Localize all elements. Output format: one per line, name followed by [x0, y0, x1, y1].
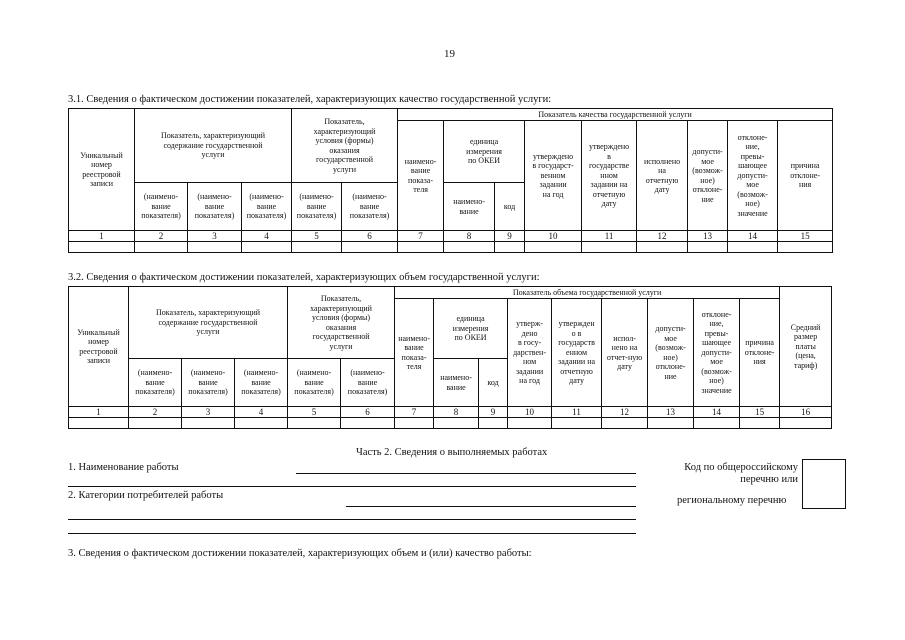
work-name-line[interactable] [296, 473, 636, 474]
column-number: 7 [395, 407, 434, 418]
table-cell[interactable] [69, 242, 135, 253]
header-conditions-indicator: Показатель, характеризующий условия (формы) оказания государственной услуги [292, 109, 398, 183]
column-number: 5 [288, 407, 341, 418]
header-allowed-deviation: допусти- мое (возмож- ное) отклоне- ние [648, 299, 694, 407]
volume-table [68, 286, 832, 429]
column-number: 11 [582, 231, 637, 242]
table-cell[interactable] [398, 242, 444, 253]
header-sub-name: (наимено- вание показателя) [342, 183, 398, 231]
header-indicator-name: наимено- вание показа- теля [395, 299, 434, 407]
header-sub-name: (наимено- вание показателя) [129, 359, 182, 407]
column-number: 14 [694, 407, 740, 418]
header-exceeding-deviation: отклоне- ние, превы- шающее допусти- мое (возмож- ное) значение [728, 121, 778, 231]
header-unique-number: Уникальный номер реестровой записи [69, 109, 135, 231]
header-approved-date: утвержден о в государств енном задании на отчетную дату [552, 299, 602, 407]
header-average-price: Средний размер платы (цена, тариф) [780, 287, 832, 407]
table-cell[interactable] [235, 418, 288, 429]
table-cell[interactable] [688, 242, 728, 253]
header-deviation-reason: причина отклоне- ния [740, 299, 780, 407]
column-number: 6 [342, 231, 398, 242]
code-box[interactable] [802, 459, 846, 509]
header-indicator-name: наимено- вание показа- теля [398, 121, 444, 231]
header-done: испол- нено на отчет-ную дату [602, 299, 648, 407]
table-row [69, 418, 832, 429]
column-number: 7 [398, 231, 444, 242]
header-volume-indicator: Показатель объема государственной услуги [395, 287, 780, 299]
table-cell[interactable] [444, 242, 495, 253]
header-approved-year: утверж- дено в госу- дарствен- ном задании на год [508, 299, 552, 407]
table-cell[interactable] [479, 418, 508, 429]
table-cell[interactable] [780, 418, 832, 429]
column-number: 8 [434, 407, 479, 418]
table-cell[interactable] [495, 242, 525, 253]
header-content-indicator: Показатель, характеризующий содержание государственной услуги [129, 287, 288, 359]
header-unit-name: наимено- вание [434, 359, 479, 407]
column-number: 12 [602, 407, 648, 418]
column-number: 2 [135, 231, 188, 242]
column-number: 12 [637, 231, 688, 242]
column-number: 15 [778, 231, 833, 242]
header-exceeding-deviation: отклоне- ние, превы- шающее допусти- мое (возмож- ное) значение [694, 299, 740, 407]
table-cell[interactable] [242, 242, 292, 253]
column-number: 15 [740, 407, 780, 418]
table-cell[interactable] [129, 418, 182, 429]
table-cell[interactable] [694, 418, 740, 429]
column-number: 4 [235, 407, 288, 418]
consumer-categories-line-2[interactable] [68, 519, 636, 520]
header-sub-name: (наимено- вание показателя) [182, 359, 235, 407]
column-number: 8 [444, 231, 495, 242]
header-quality-indicator: Показатель качества государственной услуги [398, 109, 833, 121]
header-unit-code: код [479, 359, 508, 407]
header-unit-name: наимено- вание [444, 183, 495, 231]
table-cell[interactable] [602, 418, 648, 429]
column-number: 11 [552, 407, 602, 418]
header-sub-name: (наимено- вание показателя) [242, 183, 292, 231]
table-cell[interactable] [292, 242, 342, 253]
regional-list-label: региональному перечню [677, 495, 787, 506]
column-number: 3 [182, 407, 235, 418]
table-cell[interactable] [69, 418, 129, 429]
header-unique-number: Уникальный номер реестровой записи [69, 287, 129, 407]
header-allowed-deviation: допусти- мое (возмож- ное) отклоне- ние [688, 121, 728, 231]
work-name-line-2[interactable] [68, 486, 636, 487]
column-number: 14 [728, 231, 778, 242]
table-cell[interactable] [525, 242, 582, 253]
table-cell[interactable] [552, 418, 602, 429]
column-number: 10 [508, 407, 552, 418]
table-cell[interactable] [637, 242, 688, 253]
column-number: 4 [242, 231, 292, 242]
column-number: 1 [69, 407, 129, 418]
column-number: 6 [341, 407, 395, 418]
header-deviation-reason: причина отклоне- ния [778, 121, 833, 231]
consumer-categories-line-3[interactable] [68, 533, 636, 534]
section-3-1-title: 3.1. Сведения о фактическом достижении показателей, характеризующих качество государственной услуги: [68, 94, 552, 105]
section-3-title: 3. Сведения о фактическом достижении показателей, характеризующих объем и (или) качество работы: [68, 548, 532, 559]
column-number: 10 [525, 231, 582, 242]
table-cell[interactable] [135, 242, 188, 253]
column-number: 5 [292, 231, 342, 242]
header-sub-name: (наимено- вание показателя) [341, 359, 395, 407]
table-cell[interactable] [288, 418, 341, 429]
table-cell[interactable] [342, 242, 398, 253]
table-cell[interactable] [778, 242, 833, 253]
header-done: исполнено на отчетную дату [637, 121, 688, 231]
quality-table [68, 108, 833, 253]
column-number: 9 [479, 407, 508, 418]
column-number: 1 [69, 231, 135, 242]
table-cell[interactable] [508, 418, 552, 429]
table-cell[interactable] [341, 418, 395, 429]
part-2-title: Часть 2. Сведения о выполняемых работах [356, 447, 548, 458]
table-cell[interactable] [740, 418, 780, 429]
column-number: 13 [688, 231, 728, 242]
code-all-russian-label: Код по общероссийскому перечню или [684, 462, 798, 485]
table-cell[interactable] [188, 242, 242, 253]
header-unit-okei: единица измерения по ОКЕИ [434, 299, 508, 359]
column-number: 16 [780, 407, 832, 418]
header-approved-date: утверждено в государстве нном задании на отчетную дату [582, 121, 637, 231]
table-cell[interactable] [434, 418, 479, 429]
header-sub-name: (наимено- вание показателя) [288, 359, 341, 407]
header-sub-name: (наимено- вание показателя) [188, 183, 242, 231]
table-cell[interactable] [182, 418, 235, 429]
work-name-label: 1. Наименование работы [68, 462, 179, 473]
column-number: 2 [129, 407, 182, 418]
table-cell[interactable] [648, 418, 694, 429]
header-unit-code: код [495, 183, 525, 231]
column-number: 13 [648, 407, 694, 418]
page-number: 19 [444, 48, 455, 60]
table-cell[interactable] [395, 418, 434, 429]
header-sub-name: (наимено- вание показателя) [135, 183, 188, 231]
table-cell[interactable] [728, 242, 778, 253]
consumer-categories-line[interactable] [346, 506, 636, 507]
header-sub-name: (наимено- вание показателя) [292, 183, 342, 231]
header-unit-okei: единица измерения по ОКЕИ [444, 121, 525, 183]
header-sub-name: (наимено- вание показателя) [235, 359, 288, 407]
column-number: 3 [188, 231, 242, 242]
header-content-indicator: Показатель, характеризующий содержание государственной услуги [135, 109, 292, 183]
header-conditions-indicator: Показатель, характеризующий условия (формы) оказания государственной услуги [288, 287, 395, 359]
consumer-categories-label: 2. Категории потребителей работы [68, 490, 224, 501]
table-cell[interactable] [582, 242, 637, 253]
table-row [69, 242, 833, 253]
section-3-2-title: 3.2. Сведения о фактическом достижении показателей, характеризующих объем государственной услуги: [68, 272, 540, 283]
column-number: 9 [495, 231, 525, 242]
header-approved-year: утверждено в государст- венном задании на год [525, 121, 582, 231]
